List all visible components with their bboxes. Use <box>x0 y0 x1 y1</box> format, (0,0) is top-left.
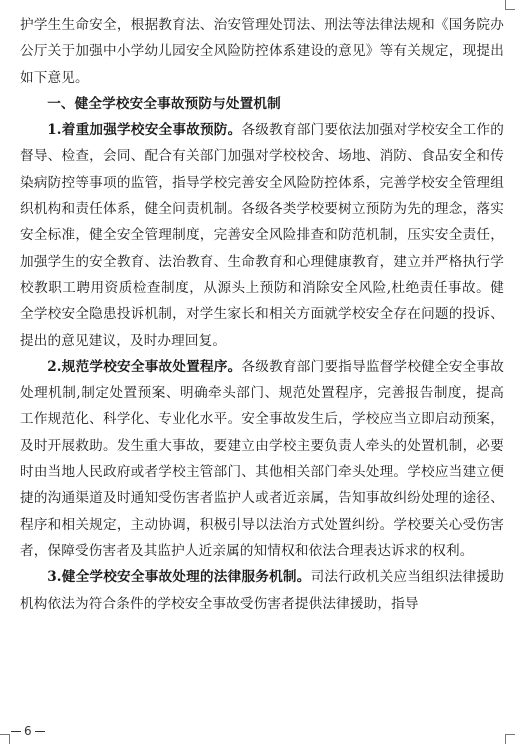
section-heading <box>20 91 504 117</box>
page-footer <box>8 724 48 738</box>
paragraph-item-1 <box>20 117 504 354</box>
item-1-lead: 1.着重加强学校安全事故预防。 <box>47 122 242 139</box>
paragraph-item-3 <box>20 564 504 617</box>
crop-mark-top-right <box>505 0 515 10</box>
item-3-text: 司法行政机关应当组织法律援助机构依法为符合条件的学校安全事故受伤害者提供法律援助，指导 <box>20 569 504 612</box>
crop-mark-bottom-left <box>0 734 10 744</box>
footer-dash-right <box>35 731 45 732</box>
item-3-lead: 3.健全学校安全事故处理的法律服务机制。 <box>47 569 311 586</box>
crop-mark-bottom-right <box>505 734 515 744</box>
document-body <box>20 12 504 617</box>
item-2-text: 各级教育部门要指导监督学校健全安全事故处理机制,制定处置预案、明确牵头部门、规范处置程序，完善报告制度，提高工作规范化、科学化、专业化水平。安全事故发生后，学校应当立即启动预案，及时开展救助。发生重大事故，要建立由学校主要负责人牵头的处置机制，必要时由当地人民政府或者学校主管部门、其他相关部门牵头处理。学校应当建立便捷的沟通渠道及时通知受伤害者监护人或者近亲属，告知事故纠纷处理的途径、程序和相关规定，主动协调，积极引导以法治方式处置纠纷。学校要关心受伤害者，保障受伤害者及其监护人近亲属的知情权和依法合理表达诉求的权利。 <box>20 358 504 559</box>
item-2-lead: 2.规范学校安全事故处置程序。 <box>47 358 242 375</box>
item-1-text: 各级教育部门要依法加强对学校安全工作的督导、检查，会同、配合有关部门加强对学校校舍、场地、消防、食品安全和传染病防控等事项的监管，指导学校完善安全风险防控体系，完善学校安全管理组织机构和责任体系，健全问责机制。各级各类学校要树立预防为先的理念，落实安全标准，健全安全管理制度，完善安全风险排查和防范机制，压实安全责任，加强学生的安全教育、法治教育、生命教育和心理健康教育，建立并严格执行学校教职工聘用资质检查制度，从源头上预防和消除安全风险,杜绝责任事故。健全学校安全隐患投诉机制，对学生家长和相关方面就学校安全存在问题的投诉、提出的意见建议，及时办理回复。 <box>20 122 504 349</box>
paragraph-intro-continuation <box>20 12 504 91</box>
paragraph-text: 护学生生命安全，根据教育法、治安管理处罚法、刑法等法律法规和《国务院办公厅关于加强中小学幼儿园安全风险防控体系建设的意见》等有关规定，现提出如下意见。 <box>20 17 504 86</box>
page-number: 6 <box>24 724 32 738</box>
section-heading-text: 一、健全学校安全事故预防与处置机制 <box>47 95 281 112</box>
footer-dash-left <box>11 731 21 732</box>
paragraph-item-2 <box>20 354 504 564</box>
